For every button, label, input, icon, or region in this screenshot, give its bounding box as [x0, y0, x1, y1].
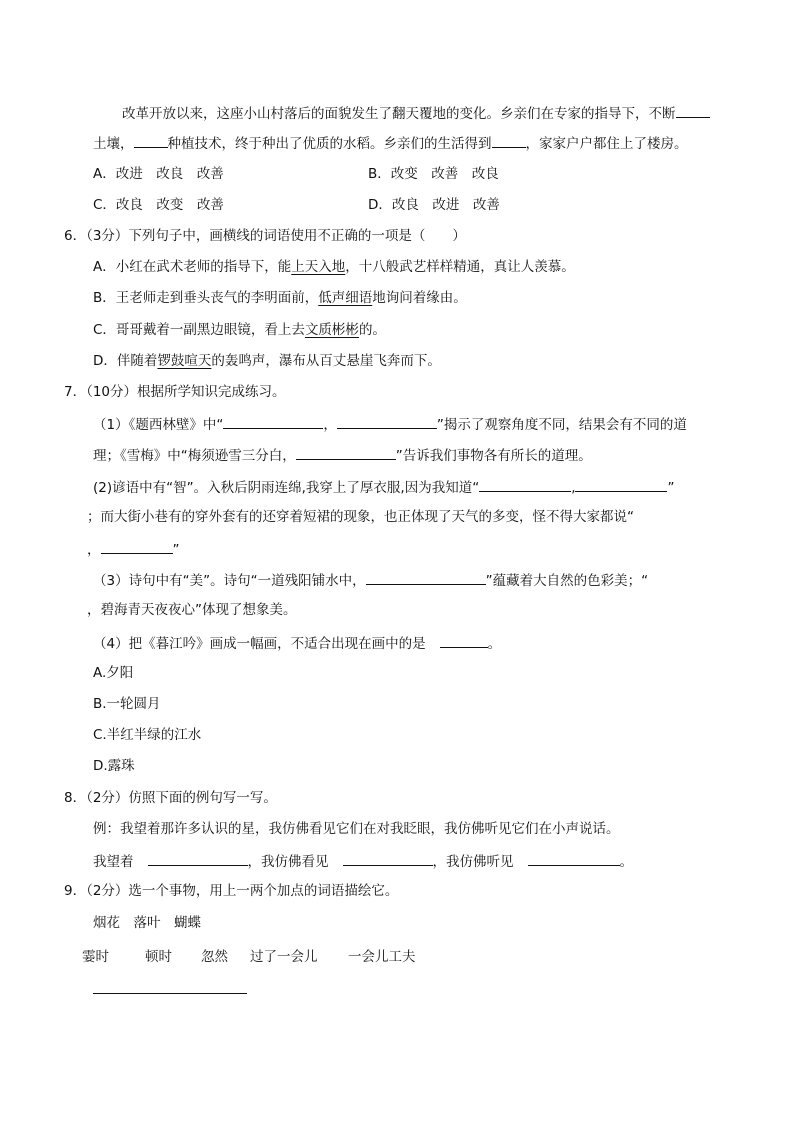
- q7-blank-6[interactable]: [101, 539, 173, 554]
- q7-part4: [93, 633, 501, 653]
- q7-text: ，: [87, 542, 101, 558]
- q7-blank-5[interactable]: [575, 477, 667, 492]
- q5-text-part: 土壤，: [93, 136, 134, 152]
- q5-text: 改革开放以来，这座小山村落后的面貌发生了翻天覆地的变化。乡亲们在专家的指导下，不断: [122, 106, 676, 122]
- q7-text: ”: [172, 542, 180, 558]
- q7-text: ”: [667, 480, 675, 496]
- q8-writing-line: [93, 851, 633, 871]
- q5-text-line2: [93, 133, 688, 153]
- q5-text-part: ，家家户户都住上了楼房。: [525, 136, 688, 152]
- q7-blank-1[interactable]: [223, 414, 323, 429]
- q7-text: （4）把《暮江吟》画成一幅画，不适合出现在画中的是: [93, 636, 426, 652]
- q7-part1-line2: [93, 445, 592, 465]
- q6-c-text: C．哥哥戴着一副黑边眼镜，看上去: [93, 322, 305, 338]
- q6-a-underlined: 上天入地: [291, 259, 346, 275]
- q6-option-d[interactable]: [93, 352, 441, 370]
- q7-text: ,: [571, 480, 576, 496]
- q6-d-text: 的轰鸣声，瀑布从百丈悬崖飞奔而下。: [211, 353, 441, 369]
- q7-blank-2[interactable]: [337, 414, 437, 429]
- q7-text: ”揭示了观察角度不同，结果会有不同的道: [436, 417, 687, 433]
- q6-b-text: 地询问着缘由。: [372, 290, 467, 306]
- q7-text: （1）《题西林壁》中“: [93, 417, 224, 433]
- q6-b-underlined: 低声细语: [318, 290, 373, 306]
- q8-text: 我望着: [93, 854, 134, 870]
- q7-text: 理；《雪梅》中“梅须逊雪三分白，: [93, 448, 296, 464]
- q7-blank-3[interactable]: [296, 445, 396, 460]
- q7-option-b[interactable]: B.一轮圆月: [93, 696, 161, 712]
- q7-option-a[interactable]: A.夕阳: [93, 665, 134, 681]
- q7-part2-line1: [93, 477, 674, 497]
- q7-option-c[interactable]: C.半红半绿的江水: [93, 727, 202, 743]
- q7-option-d[interactable]: D.露珠: [93, 758, 135, 774]
- q9-answer-line[interactable]: [93, 993, 247, 994]
- q5-blank-2[interactable]: [134, 133, 168, 148]
- q6-c-underlined: 文质彬彬: [304, 322, 359, 338]
- q6-a-text: ，十八般武艺样样精通，真让人羡慕。: [345, 259, 575, 275]
- q9-word-5: 一会儿工夫: [348, 949, 416, 965]
- q5-option-b[interactable]: B．改变 改善 改良: [368, 166, 499, 182]
- q5-text-part: 种植技术，终于种出了优质的水稻。乡亲们的生活得到: [167, 136, 492, 152]
- q6-option-a[interactable]: [93, 258, 575, 276]
- q8-blank-1[interactable]: [148, 851, 248, 866]
- q6-option-c[interactable]: [93, 321, 386, 339]
- q8-text: ，我仿佛听见: [432, 854, 514, 870]
- q5-option-c[interactable]: C．改良 改变 改善: [93, 197, 224, 213]
- q7-part2-line3: [87, 539, 180, 559]
- q9-word-4: 过了一会儿: [250, 949, 318, 965]
- q7-text: ，: [323, 417, 337, 433]
- q7-part3-line1: [93, 570, 648, 590]
- q8-stem: 8．（2分）仿照下面的例句写一写。: [64, 790, 277, 806]
- q7-blank-8[interactable]: [440, 633, 488, 648]
- q9-word-2: 顿时: [145, 949, 172, 965]
- q6-a-text: A．小红在武术老师的指导下，能: [93, 259, 292, 275]
- q7-blank-7[interactable]: [366, 570, 486, 585]
- q8-blank-3[interactable]: [528, 851, 620, 866]
- q8-text: ，我仿佛看见: [247, 854, 329, 870]
- q7-blank-4[interactable]: [479, 477, 571, 492]
- q6-d-text: D．伴随着: [93, 353, 158, 369]
- q7-part2-line2: ；而大街小巷有的穿外套有的还穿着短裙的现象，也正体现了天气的多变，怪不得大家都说“: [87, 509, 634, 525]
- q5-option-d[interactable]: D．改良 改进 改善: [368, 197, 500, 213]
- q9-word-1: 霎时: [82, 949, 109, 965]
- q7-text: ”蕴藏着大自然的色彩美；“: [485, 573, 649, 589]
- q7-text: (2)谚语中有“智”。入秋后阴雨连绵,我穿上了厚衣服,因为我知道“: [93, 480, 480, 496]
- q7-part3-line2: ，碧海青天夜夜心”体现了想象美。: [87, 602, 297, 618]
- q9-word-3: 忽然: [201, 949, 228, 965]
- q7-text: ”告诉我们事物各有所长的道理。: [395, 448, 592, 464]
- q5-option-a[interactable]: A．改进 改良 改善: [93, 166, 224, 182]
- q9-things: 烟花 落叶 蝴蝶: [93, 915, 201, 931]
- q7-text: 。: [487, 636, 502, 652]
- q6-option-b[interactable]: [93, 289, 467, 307]
- q6-d-underlined: 锣鼓喧天: [157, 353, 212, 369]
- q6-b-text: B．王老师走到垂头丧气的李明面前，: [93, 290, 319, 306]
- q8-blank-2[interactable]: [343, 851, 433, 866]
- q5-text-line1: [122, 103, 710, 123]
- q7-part1-line1: [93, 414, 687, 434]
- q8-example: 例：我望着那许多认识的星，我仿佛看见它们在对我眨眼，我仿佛听见它们在小声说话。: [93, 821, 620, 837]
- q5-blank-1[interactable]: [676, 103, 710, 118]
- q6-stem: 6．（3分）下列句子中，画横线的词语使用不正确的一项是（ ）: [64, 228, 466, 244]
- q9-stem: 9．（2分）选一个事物，用上一两个加点的词语描绘它。: [64, 883, 399, 899]
- q6-c-text: 的。: [358, 322, 386, 338]
- q5-blank-3[interactable]: [492, 133, 526, 148]
- q8-text: 。: [619, 854, 633, 870]
- q7-stem: 7．（10分）根据所学知识完成练习。: [64, 384, 286, 400]
- q7-text: （3）诗句中有“美”。诗句“一道残阳铺水中，: [93, 573, 366, 589]
